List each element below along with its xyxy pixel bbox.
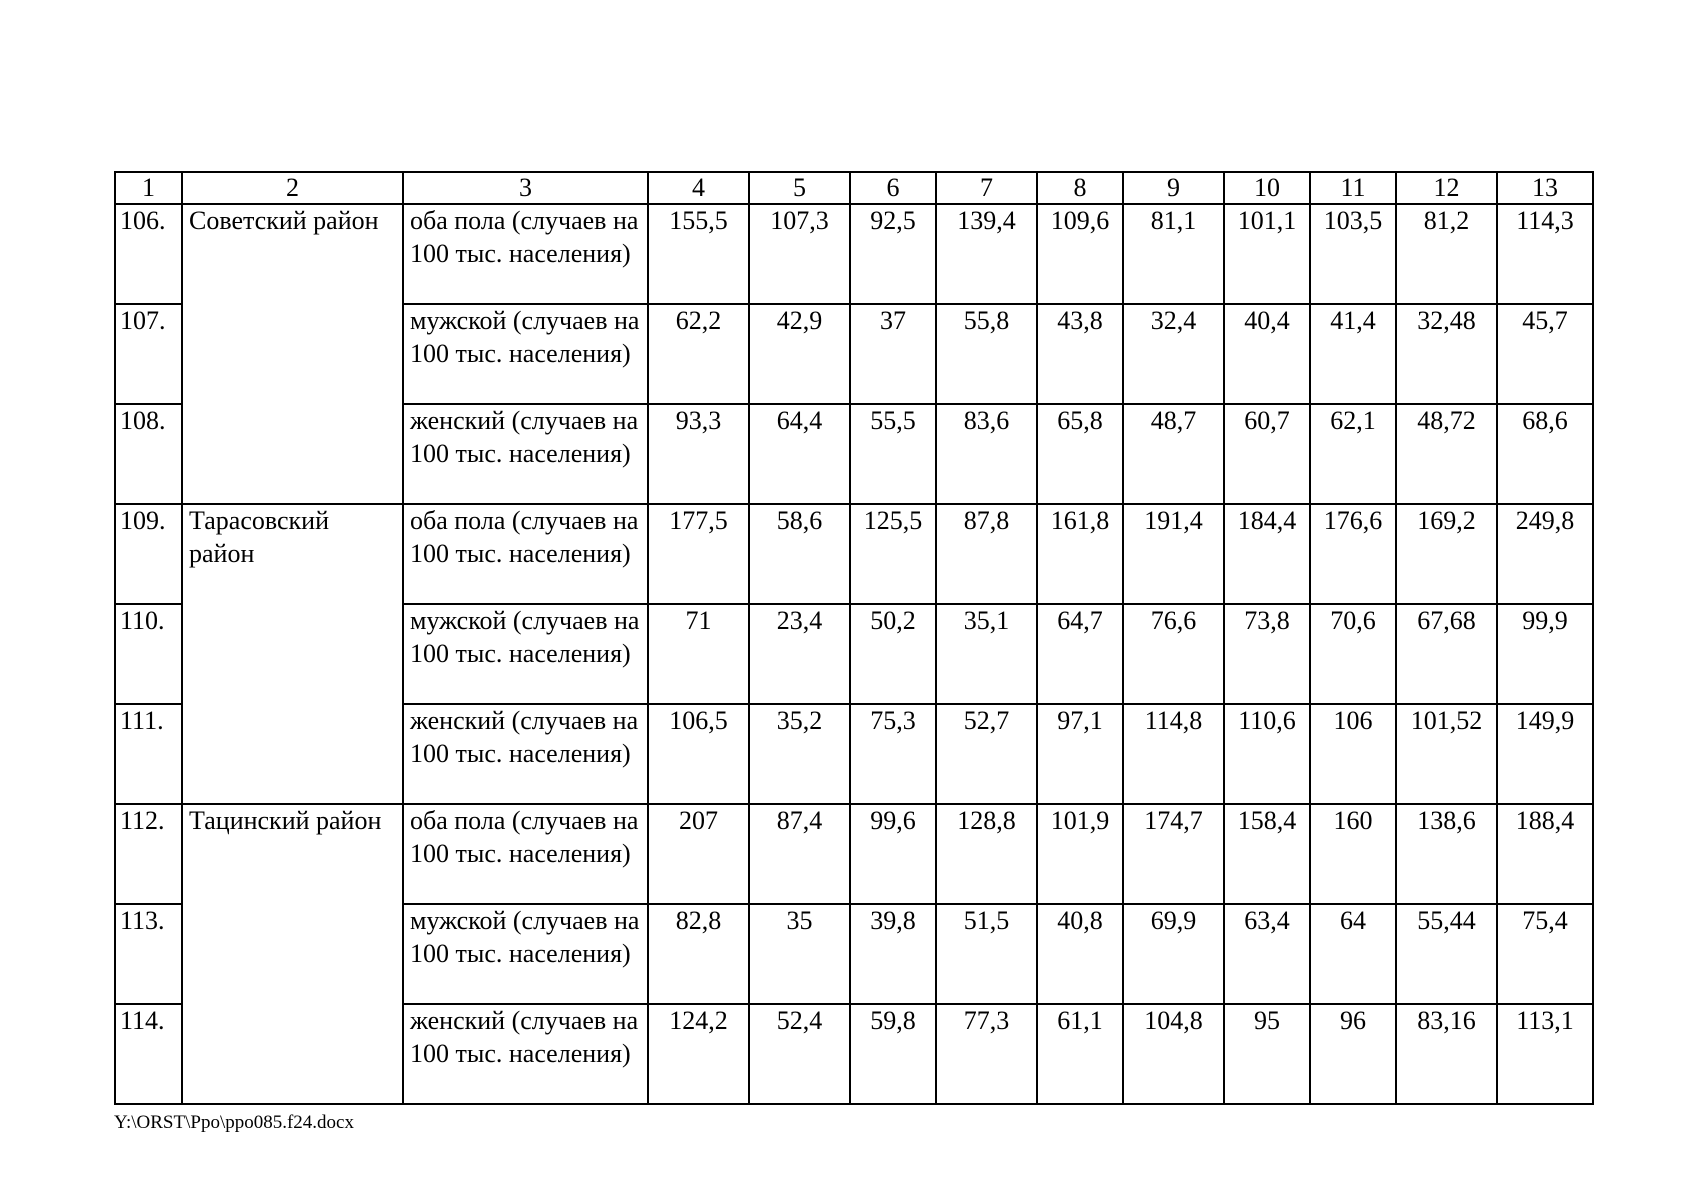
value-cell: 51,5	[936, 904, 1037, 1004]
value-cell: 45,7	[1497, 304, 1593, 404]
value-cell: 97,1	[1037, 704, 1123, 804]
value-cell: 101,9	[1037, 804, 1123, 904]
value-cell: 96	[1310, 1004, 1396, 1104]
value-cell: 71	[648, 604, 749, 704]
value-cell: 62,2	[648, 304, 749, 404]
value-cell: 83,16	[1396, 1004, 1497, 1104]
value-cell: 176,6	[1310, 504, 1396, 604]
column-header-4: 4	[648, 172, 749, 204]
value-cell: 106	[1310, 704, 1396, 804]
value-cell: 81,1	[1123, 204, 1224, 304]
column-header-8: 8	[1037, 172, 1123, 204]
indicator-cell: мужской (случаев на 100 тыс. населения)	[403, 604, 648, 704]
value-cell: 155,5	[648, 204, 749, 304]
column-header-7: 7	[936, 172, 1037, 204]
table-header-row	[115, 172, 1593, 204]
indicator-cell: женский (случаев на 100 тыс. населения)	[403, 1004, 648, 1104]
row-number-cell: 108.	[115, 404, 182, 504]
value-cell: 48,7	[1123, 404, 1224, 504]
value-cell: 58,6	[749, 504, 850, 604]
value-cell: 99,6	[850, 804, 936, 904]
value-cell: 50,2	[850, 604, 936, 704]
column-header-2: 2	[182, 172, 403, 204]
row-number-cell: 106.	[115, 204, 182, 304]
column-header-12: 12	[1396, 172, 1497, 204]
value-cell: 191,4	[1123, 504, 1224, 604]
value-cell: 101,52	[1396, 704, 1497, 804]
row-number-cell: 110.	[115, 604, 182, 704]
value-cell: 75,3	[850, 704, 936, 804]
value-cell: 77,3	[936, 1004, 1037, 1104]
value-cell: 48,72	[1396, 404, 1497, 504]
column-header-11: 11	[1310, 172, 1396, 204]
value-cell: 52,7	[936, 704, 1037, 804]
value-cell: 160	[1310, 804, 1396, 904]
value-cell: 184,4	[1224, 504, 1310, 604]
value-cell: 158,4	[1224, 804, 1310, 904]
value-cell: 125,5	[850, 504, 936, 604]
value-cell: 93,3	[648, 404, 749, 504]
value-cell: 99,9	[1497, 604, 1593, 704]
table-row	[115, 204, 1593, 304]
row-number-cell: 112.	[115, 804, 182, 904]
column-header-9: 9	[1123, 172, 1224, 204]
value-cell: 73,8	[1224, 604, 1310, 704]
value-cell: 23,4	[749, 604, 850, 704]
value-cell: 40,8	[1037, 904, 1123, 1004]
indicator-cell: женский (случаев на 100 тыс. населения)	[403, 704, 648, 804]
indicator-cell: оба пола (случаев на 100 тыс. населения)	[403, 804, 648, 904]
district-cell: Тацинский район	[182, 804, 403, 1104]
value-cell: 61,1	[1037, 1004, 1123, 1104]
row-number-cell: 113.	[115, 904, 182, 1004]
value-cell: 76,6	[1123, 604, 1224, 704]
value-cell: 62,1	[1310, 404, 1396, 504]
value-cell: 59,8	[850, 1004, 936, 1104]
row-number-cell: 111.	[115, 704, 182, 804]
row-number-cell: 107.	[115, 304, 182, 404]
value-cell: 75,4	[1497, 904, 1593, 1004]
value-cell: 64,7	[1037, 604, 1123, 704]
value-cell: 128,8	[936, 804, 1037, 904]
value-cell: 39,8	[850, 904, 936, 1004]
value-cell: 101,1	[1224, 204, 1310, 304]
value-cell: 43,8	[1037, 304, 1123, 404]
value-cell: 52,4	[749, 1004, 850, 1104]
value-cell: 106,5	[648, 704, 749, 804]
value-cell: 138,6	[1396, 804, 1497, 904]
value-cell: 35,1	[936, 604, 1037, 704]
value-cell: 174,7	[1123, 804, 1224, 904]
value-cell: 69,9	[1123, 904, 1224, 1004]
value-cell: 188,4	[1497, 804, 1593, 904]
value-cell: 169,2	[1396, 504, 1497, 604]
column-header-1: 1	[115, 172, 182, 204]
value-cell: 109,6	[1037, 204, 1123, 304]
value-cell: 35,2	[749, 704, 850, 804]
value-cell: 114,8	[1123, 704, 1224, 804]
value-cell: 92,5	[850, 204, 936, 304]
value-cell: 40,4	[1224, 304, 1310, 404]
value-cell: 113,1	[1497, 1004, 1593, 1104]
value-cell: 104,8	[1123, 1004, 1224, 1104]
value-cell: 110,6	[1224, 704, 1310, 804]
district-cell: Тарасовский район	[182, 504, 403, 804]
value-cell: 82,8	[648, 904, 749, 1004]
value-cell: 35	[749, 904, 850, 1004]
value-cell: 87,8	[936, 504, 1037, 604]
value-cell: 161,8	[1037, 504, 1123, 604]
value-cell: 64	[1310, 904, 1396, 1004]
value-cell: 103,5	[1310, 204, 1396, 304]
value-cell: 64,4	[749, 404, 850, 504]
file-path-footer: Y:\ORST\Ppo\ppo085.f24.docx	[114, 1112, 354, 1133]
value-cell: 55,44	[1396, 904, 1497, 1004]
value-cell: 83,6	[936, 404, 1037, 504]
value-cell: 65,8	[1037, 404, 1123, 504]
value-cell: 87,4	[749, 804, 850, 904]
value-cell: 55,5	[850, 404, 936, 504]
indicator-cell: оба пола (случаев на 100 тыс. населения)	[403, 204, 648, 304]
column-header-13: 13	[1497, 172, 1593, 204]
value-cell: 149,9	[1497, 704, 1593, 804]
column-header-10: 10	[1224, 172, 1310, 204]
value-cell: 114,3	[1497, 204, 1593, 304]
value-cell: 67,68	[1396, 604, 1497, 704]
value-cell: 81,2	[1396, 204, 1497, 304]
value-cell: 32,4	[1123, 304, 1224, 404]
row-number-cell: 114.	[115, 1004, 182, 1104]
value-cell: 32,48	[1396, 304, 1497, 404]
indicator-cell: мужской (случаев на 100 тыс. населения)	[403, 304, 648, 404]
value-cell: 63,4	[1224, 904, 1310, 1004]
value-cell: 139,4	[936, 204, 1037, 304]
data-table	[114, 171, 1594, 1105]
table-row	[115, 804, 1593, 904]
column-header-6: 6	[850, 172, 936, 204]
table-row	[115, 504, 1593, 604]
value-cell: 177,5	[648, 504, 749, 604]
column-header-5: 5	[749, 172, 850, 204]
value-cell: 95	[1224, 1004, 1310, 1104]
indicator-cell: женский (случаев на 100 тыс. населения)	[403, 404, 648, 504]
value-cell: 37	[850, 304, 936, 404]
column-header-3: 3	[403, 172, 648, 204]
district-cell: Советский район	[182, 204, 403, 504]
value-cell: 68,6	[1497, 404, 1593, 504]
value-cell: 55,8	[936, 304, 1037, 404]
value-cell: 70,6	[1310, 604, 1396, 704]
value-cell: 107,3	[749, 204, 850, 304]
value-cell: 207	[648, 804, 749, 904]
value-cell: 41,4	[1310, 304, 1396, 404]
value-cell: 60,7	[1224, 404, 1310, 504]
value-cell: 249,8	[1497, 504, 1593, 604]
indicator-cell: мужской (случаев на 100 тыс. населения)	[403, 904, 648, 1004]
indicator-cell: оба пола (случаев на 100 тыс. населения)	[403, 504, 648, 604]
value-cell: 124,2	[648, 1004, 749, 1104]
row-number-cell: 109.	[115, 504, 182, 604]
value-cell: 42,9	[749, 304, 850, 404]
